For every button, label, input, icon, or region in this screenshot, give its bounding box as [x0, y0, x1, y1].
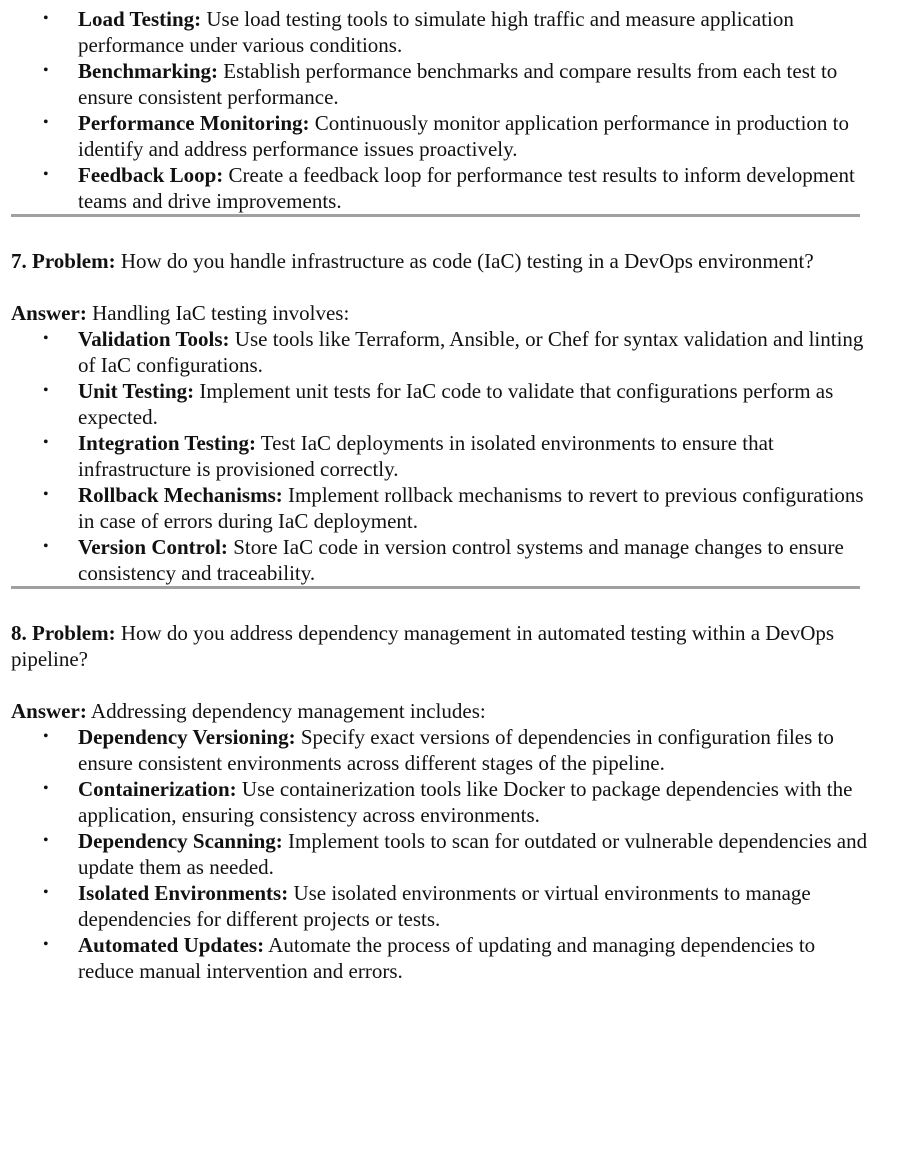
list-item-text: Use containerization tools like Docker to package dependencies with the application, ensuring consistency across environments. [78, 777, 853, 827]
bullet-icon: • [43, 166, 49, 183]
list-item [11, 110, 871, 162]
list-item-term: Dependency Versioning: [78, 725, 296, 749]
question-8 [11, 620, 871, 984]
problem-text: How do you address dependency management in automated testing within a DevOps pipeline? [11, 621, 835, 671]
list-item-text: Use tools like Terraform, Ansible, or Chef for syntax validation and linting of IaC configurations. [78, 327, 864, 377]
problem-label: 8. Problem: [11, 621, 116, 645]
list-item-term: Feedback Loop: [78, 163, 224, 187]
list-item-term: Rollback Mechanisms: [78, 483, 283, 507]
bullet-icon: • [43, 382, 49, 399]
bullet-icon: • [43, 728, 49, 745]
list-item [11, 534, 871, 586]
list-item [11, 482, 871, 534]
answer-intro [11, 300, 871, 326]
list-item-text: Use load testing tools to simulate high traffic and measure application performance under various conditions. [78, 7, 794, 57]
bullet-icon: • [43, 538, 49, 555]
list-item [11, 58, 871, 110]
list-item [11, 828, 871, 880]
bullet-icon: • [43, 114, 49, 131]
bullet-icon: • [43, 10, 49, 27]
bullet-icon: • [43, 884, 49, 901]
list-item-text: Store IaC code in version control systems and manage changes to ensure consistency and traceability. [78, 535, 844, 585]
list-item-text: Use isolated environments or virtual environments to manage dependencies for different projects or tests. [78, 881, 811, 931]
list-item [11, 6, 871, 58]
list-item [11, 326, 871, 378]
answer-list [11, 724, 871, 984]
list-item [11, 724, 871, 776]
section-divider [11, 214, 860, 217]
list-item-term: Version Control: [78, 535, 228, 559]
list-item-term: Performance Monitoring: [78, 111, 310, 135]
list-item-text: Implement tools to scan for outdated or vulnerable dependencies and update them as needed. [78, 829, 868, 879]
problem-statement [11, 248, 871, 274]
bullet-icon: • [43, 486, 49, 503]
performance-testing-list [11, 6, 871, 214]
list-item [11, 776, 871, 828]
answer-label: Answer: [11, 699, 87, 723]
list-item-term: Isolated Environments: [78, 881, 289, 905]
list-item-term: Unit Testing: [78, 379, 195, 403]
list-item [11, 932, 871, 984]
answer-intro [11, 698, 871, 724]
list-item-text: Implement rollback mechanisms to revert to previous configurations in case of errors during IaC deployment. [78, 483, 864, 533]
list-item-term: Dependency Scanning: [78, 829, 283, 853]
problem-label: 7. Problem: [11, 249, 116, 273]
answer-list [11, 326, 871, 586]
answer-label: Answer: [11, 301, 87, 325]
bullet-icon: • [43, 780, 49, 797]
answer-text: Handling IaC testing involves: [86, 301, 350, 325]
answer-text: Addressing dependency management includes: [86, 699, 486, 723]
list-item [11, 378, 871, 430]
list-item-text: Automate the process of updating and managing dependencies to reduce manual intervention and errors. [78, 933, 816, 983]
list-item [11, 162, 871, 214]
bullet-icon: • [43, 434, 49, 451]
list-item-text: Specify exact versions of dependencies in configuration files to ensure consistent environments across different stages of the pipeline. [78, 725, 834, 775]
list-item [11, 880, 871, 932]
bullet-icon: • [43, 330, 49, 347]
list-item-text: Create a feedback loop for performance test results to inform development teams and drive improvements. [78, 163, 855, 213]
list-item-text: Continuously monitor application performance in production to identify and address performance issues proactively. [78, 111, 849, 161]
list-item [11, 430, 871, 482]
section-divider [11, 586, 860, 589]
list-item-text: Test IaC deployments in isolated environments to ensure that infrastructure is provisioned correctly. [78, 431, 774, 481]
document-page [11, 6, 871, 984]
list-item-term: Integration Testing: [78, 431, 256, 455]
question-7 [11, 248, 871, 586]
bullet-icon: • [43, 832, 49, 849]
list-item-text: Establish performance benchmarks and compare results from each test to ensure consistent performance. [78, 59, 838, 109]
bullet-icon: • [43, 936, 49, 953]
list-item-term: Containerization: [78, 777, 237, 801]
problem-statement [11, 620, 871, 672]
list-item-term: Automated Updates: [78, 933, 265, 957]
bullet-icon: • [43, 62, 49, 79]
problem-text: How do you handle infrastructure as code (IaC) testing in a DevOps environment? [115, 249, 814, 273]
list-item-term: Load Testing: [78, 7, 202, 31]
list-item-text: Implement unit tests for IaC code to validate that configurations perform as expected. [78, 379, 834, 429]
list-item-term: Benchmarking: [78, 59, 219, 83]
list-item-term: Validation Tools: [78, 327, 230, 351]
